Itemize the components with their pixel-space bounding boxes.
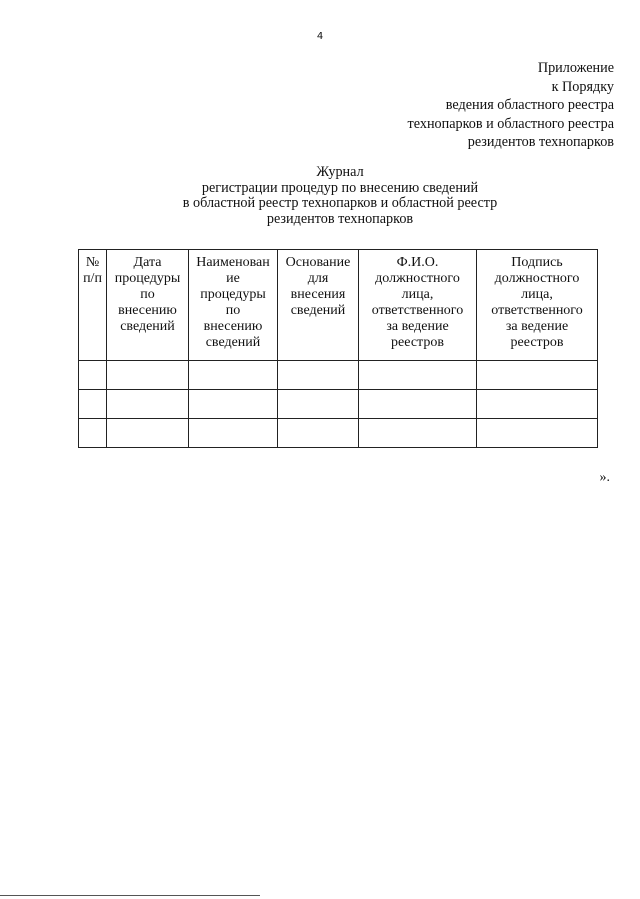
header-text: Ф.И.О. должностного лица, ответственного за ведение реестров [371,255,464,350]
table-cell [79,390,107,419]
journal-title-line: резидентов технопарков [266,210,414,227]
appendix-line: ведения областного реестра [445,97,614,114]
header-text: Подпись должностного лица, ответственного за ведение реестров [491,255,583,350]
appendix-line: Приложение [537,60,614,76]
table-cell [477,390,598,419]
table-cell [189,390,278,419]
header-text: Дата процедуры по внесению сведений [114,255,181,334]
table-cell [107,419,189,448]
footer-divider [0,895,260,896]
table-cell [79,361,107,390]
table-cell [107,361,189,390]
header-cell-procedure-name [189,250,278,361]
table-row [79,390,598,419]
journal-title-line: в областной реестр технопарков и областной реестр [182,195,498,212]
table-header-row [79,250,598,361]
table-cell [359,361,477,390]
journal-title-line: регистрации процедур по внесению сведений [201,179,479,196]
table-cell [79,419,107,448]
header-cell-basis [278,250,359,361]
header-text: № п/п [83,255,102,286]
closing-quote-mark: ». [599,470,610,485]
table-row [79,419,598,448]
registration-journal-table [78,249,598,448]
table-cell [359,390,477,419]
appendix-line: резидентов технопарков [467,134,614,151]
table-cell [477,419,598,448]
journal-title [0,165,640,227]
table-cell [189,419,278,448]
page-number: 4 [316,31,324,42]
journal-title-line: Журнал [316,164,364,180]
appendix-block [294,59,614,152]
table-cell [278,419,359,448]
table-row [79,361,598,390]
table-cell [278,390,359,419]
table-cell [477,361,598,390]
appendix-line: технопарков и областного реестра [407,115,614,132]
appendix-line: к Порядку [551,78,614,95]
header-text: Наименован ие процедуры по внесению сведений [196,255,270,350]
header-cell-date [107,250,189,361]
table-cell [278,361,359,390]
header-cell-official-name [359,250,477,361]
header-text: Основание для внесения сведений [285,255,351,318]
table-cell [107,390,189,419]
header-cell-number [79,250,107,361]
table-cell [189,361,278,390]
table-cell [359,419,477,448]
header-cell-signature [477,250,598,361]
